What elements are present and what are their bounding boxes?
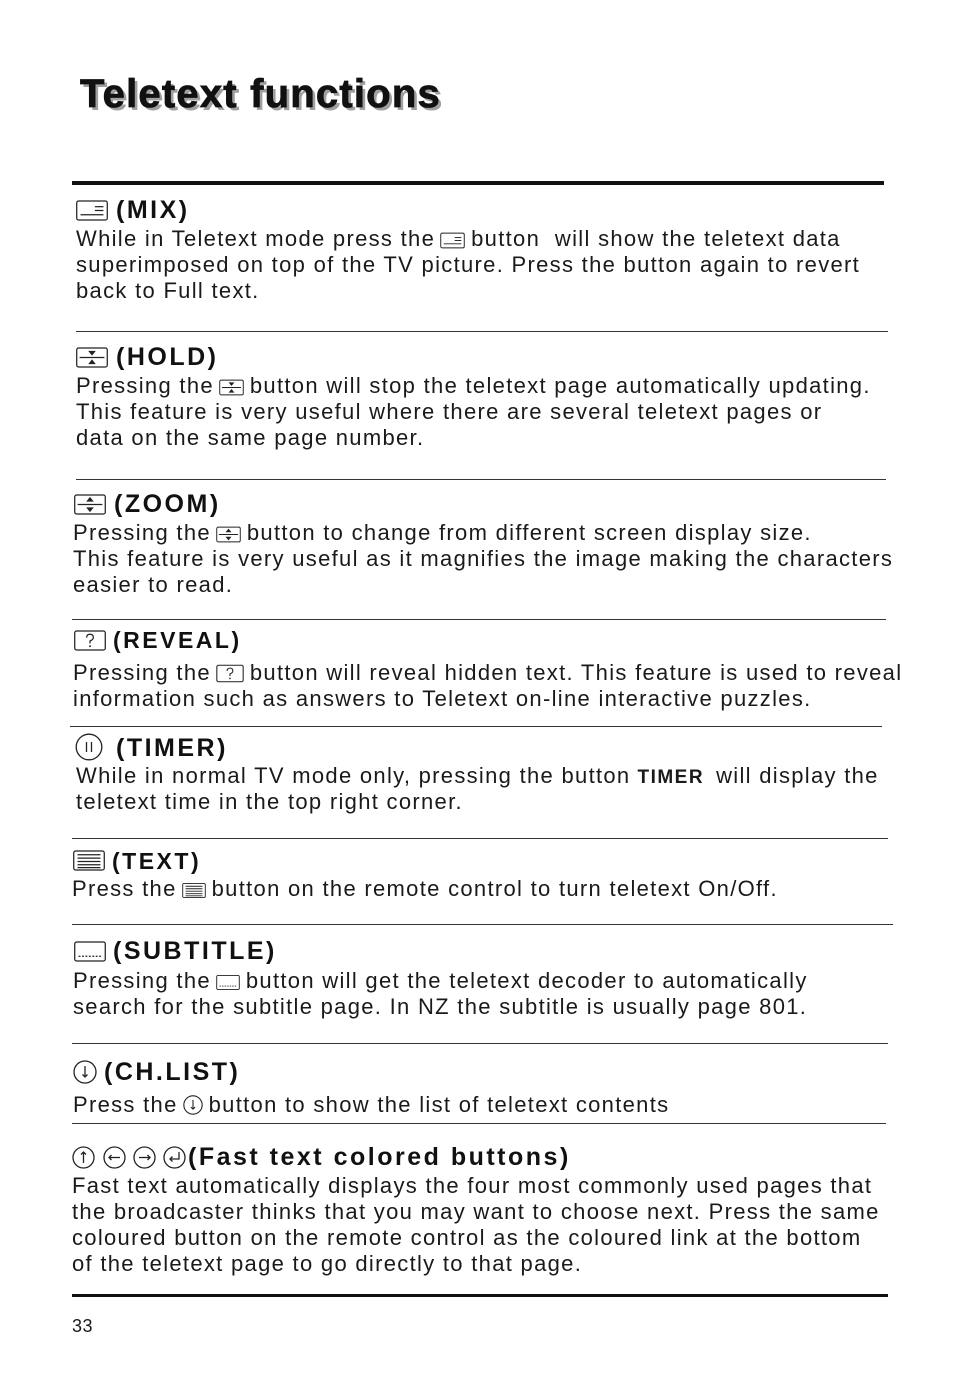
body-line: easier to read. — [73, 572, 234, 597]
divider — [72, 924, 893, 925]
left-arrow-icon — [103, 1146, 126, 1169]
section-heading: (Fast text colored buttons) — [188, 1143, 571, 1171]
section-body — [72, 876, 778, 902]
body-text: will display the — [716, 763, 879, 788]
zoom-icon — [216, 526, 241, 543]
section-heading: (CH.LIST) — [104, 1058, 241, 1086]
section-heading: (TEXT) — [112, 848, 202, 874]
body-text: Pressing the — [73, 520, 211, 545]
section-heading: (REVEAL) — [113, 627, 242, 653]
subtitle-icon — [73, 941, 107, 962]
section-body — [73, 660, 902, 712]
mix-icon — [440, 232, 465, 249]
body-text: Pressing the — [73, 968, 211, 993]
zoom-icon — [73, 494, 107, 515]
chlist-icon — [183, 1095, 203, 1115]
body-line: teletext time in the top right corner. — [76, 789, 463, 814]
divider — [72, 1123, 886, 1124]
section-body — [76, 373, 871, 451]
divider — [72, 838, 888, 839]
section-body — [72, 1173, 880, 1277]
divider — [76, 331, 888, 332]
body-text: button on the remote control to turn teletext On/Off. — [211, 876, 778, 901]
body-line: This feature is very useful where there are several teletext pages or — [76, 399, 823, 424]
body-line: coloured button on the remote control as the coloured link at the bottom — [72, 1225, 862, 1250]
body-line — [73, 660, 902, 686]
body-line: data on the same page number. — [76, 425, 425, 450]
body-line — [76, 226, 841, 252]
body-text: button will get the teletext decoder to automatically — [245, 968, 808, 993]
body-line — [76, 373, 871, 399]
right-arrow-icon — [133, 1146, 156, 1169]
body-text: Press the — [73, 1092, 178, 1117]
divider — [72, 619, 886, 620]
up-arrow-icon — [72, 1146, 95, 1169]
body-line — [73, 968, 808, 994]
body-line: back to Full text. — [76, 278, 260, 303]
page-number: 33 — [72, 1316, 94, 1336]
body-line — [76, 763, 879, 789]
body-line: search for the subtitle page. In NZ the subtitle is usually page 801. — [73, 994, 808, 1019]
body-text: Press the — [72, 876, 177, 901]
section-heading: (ZOOM) — [114, 490, 221, 518]
page-title: Teletext functions — [80, 72, 441, 116]
section-body — [73, 1092, 669, 1118]
reveal-icon — [73, 630, 107, 651]
divider — [76, 479, 886, 480]
body-line: information such as answers to Teletext on-line interactive puzzles. — [73, 686, 812, 711]
chlist-icon — [73, 1060, 97, 1084]
hold-icon — [219, 379, 244, 396]
section-heading: (HOLD) — [116, 343, 219, 371]
body-line — [73, 520, 812, 546]
hold-icon — [75, 347, 109, 368]
body-line: This feature is very useful as it magnifies the image making the characters — [73, 546, 894, 571]
section-heading: (SUBTITLE) — [113, 937, 277, 965]
return-arrow-icon — [163, 1146, 186, 1169]
body-text: While in Teletext mode press the — [76, 226, 436, 251]
body-text: button will show the teletext data — [471, 226, 841, 251]
body-line: of the teletext page to go directly to that page. — [72, 1251, 583, 1276]
bottom-rule — [72, 1294, 888, 1297]
body-text: Pressing the — [73, 660, 211, 685]
divider — [72, 1043, 888, 1044]
body-line: the broadcaster thinks that you may want to choose next. Press the same — [72, 1199, 880, 1224]
body-text: button will reveal hidden text. This feature is used to reveal — [249, 660, 903, 685]
section-body — [73, 968, 808, 1020]
section-heading: (TIMER) — [116, 734, 228, 762]
body-text: button to show the list of teletext contents — [208, 1092, 670, 1117]
top-rule — [72, 181, 884, 185]
section-heading: (MIX) — [116, 196, 190, 224]
body-line — [72, 876, 778, 902]
mix-icon — [75, 200, 109, 221]
body-text: button will stop the teletext page automatically updating. — [249, 373, 871, 398]
timer-icon — [75, 733, 103, 761]
body-text: button to change from different screen display size. — [246, 520, 812, 545]
body-line: Fast text automatically displays the four most commonly used pages that — [72, 1173, 873, 1198]
body-line: superimposed on top of the TV picture. Press the button again to revert — [76, 252, 861, 277]
reveal-icon — [216, 664, 244, 683]
text-icon — [72, 850, 106, 871]
body-text: Pressing the — [76, 373, 214, 398]
body-text: While in normal TV mode only, pressing the button — [76, 763, 631, 788]
timer-button-label: TIMER — [637, 767, 705, 788]
divider — [70, 726, 882, 727]
text-icon — [182, 882, 206, 899]
section-body — [73, 520, 893, 598]
body-line — [73, 1092, 669, 1118]
section-body — [76, 226, 860, 304]
section-body — [76, 763, 879, 815]
subtitle-icon — [216, 974, 240, 991]
